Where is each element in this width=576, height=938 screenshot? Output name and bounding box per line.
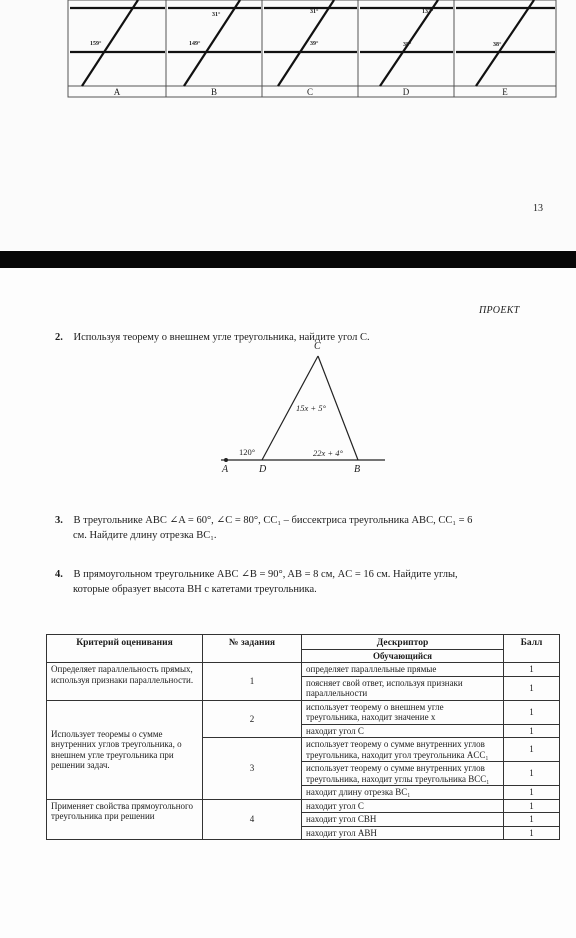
table-row (47, 663, 560, 677)
option-label: B (210, 87, 217, 97)
descriptor-cell: поясняет свой ответ, используя признаки параллельности (302, 676, 504, 700)
descriptor-cell: находит угол CBH (302, 813, 504, 827)
score-cell: 1 (504, 724, 560, 738)
column-header: № задания (203, 635, 302, 663)
score-cell: 1 (504, 738, 560, 762)
vertex-c-label: C (314, 341, 321, 352)
vertex-d-label: D (259, 464, 267, 475)
score-cell: 1 (504, 799, 560, 813)
task-text: В треугольнике ABC ∠A = 60°, ∠C = 80°, CC₁ – биссектриса треугольника ABC, CC₁ = 6 (73, 515, 473, 526)
score-cell: 1 (504, 813, 560, 827)
page-separator (0, 251, 576, 268)
option-label: C (306, 87, 313, 97)
figure-a (70, 0, 165, 86)
angle-label: 39° (310, 41, 319, 47)
column-subheader: Обучающийся (302, 649, 504, 663)
angle-label: 38° (403, 42, 412, 48)
task-text: В прямоугольном треугольнике ABC ∠B = 90°, AB = 8 см, AC = 16 см. Найдите углы, (73, 569, 458, 580)
column-header: Балл (504, 635, 560, 663)
angle-label: 132° (422, 9, 434, 15)
angle-d-label: 120° (239, 447, 256, 457)
page-13 (0, 0, 576, 250)
task-number-cell: 4 (203, 799, 302, 840)
angle-label: 31° (212, 12, 221, 18)
descriptor-cell: использует теорему о сумме внутренних углов треугольника, находит угол треугольника ACC₁ (302, 738, 504, 762)
option-label: A (113, 87, 121, 97)
task-number: 2. (55, 332, 63, 343)
option-label: E (502, 87, 508, 97)
score-cell: 1 (504, 786, 560, 800)
angle-label: 159° (90, 41, 102, 47)
assessment-table (46, 634, 560, 840)
column-header: Дескриптор (302, 635, 504, 650)
page-number: 13 (533, 203, 543, 214)
task-3 (55, 513, 565, 543)
task-2 (55, 330, 555, 345)
task-text: Используя теорему о внешнем угле треугольника, найдите угол C. (73, 332, 370, 343)
angle-label: 31° (310, 9, 319, 15)
criterion-cell: Использует теоремы о сумме внутренних углов треугольника, о внешнем угле треугольника при решении задач. (47, 700, 203, 799)
table-row (47, 700, 560, 724)
score-cell: 1 (504, 762, 560, 786)
task-number-cell: 1 (203, 663, 302, 701)
descriptor-cell: находит длину отрезка BC₁ (302, 786, 504, 800)
descriptor-cell: определяет параллельные прямые (302, 663, 504, 677)
project-header: ПРОЕКТ (479, 305, 520, 316)
column-header: Критерий оценивания (47, 635, 203, 663)
task-text: см. Найдите длину отрезка BC₁. (73, 530, 217, 541)
task-number-cell: 2 (203, 700, 302, 738)
angle-c-label: 15x + 5° (296, 403, 326, 413)
figure-e (456, 0, 555, 86)
angle-b-label: 22x + 4° (313, 448, 343, 458)
score-cell: 1 (504, 826, 560, 840)
criterion-cell: Применяет свойства прямоугольного треугольника при решении (47, 799, 203, 840)
descriptor-cell: использует теорему о внешнем угле треугольника, находит значение x (302, 700, 504, 724)
vertex-a-label: A (222, 464, 229, 475)
task-number: 3. (55, 515, 63, 526)
angle-label: 38° (493, 42, 502, 48)
table-row (47, 799, 560, 813)
angle-label: 149° (189, 41, 201, 47)
task-text: которые образует высота BH с катетами треугольника. (73, 584, 317, 595)
task-number: 4. (55, 569, 63, 580)
descriptor-cell: находит угол C (302, 799, 504, 813)
option-label: D (402, 87, 410, 97)
task-4 (55, 567, 565, 597)
descriptor-cell: находит угол C (302, 724, 504, 738)
score-cell: 1 (504, 700, 560, 724)
task-number-cell: 3 (203, 738, 302, 800)
descriptor-cell: использует теорему о сумме внутренних углов треугольника, находит углы треугольника BCC₁ (302, 762, 504, 786)
descriptor-cell: находит угол ABH (302, 826, 504, 840)
score-cell: 1 (504, 676, 560, 700)
criterion-cell: Определяет параллельность прямых, используя признаки параллельности. (47, 663, 203, 701)
score-cell: 1 (504, 663, 560, 677)
vertex-b-label: B (354, 464, 361, 475)
